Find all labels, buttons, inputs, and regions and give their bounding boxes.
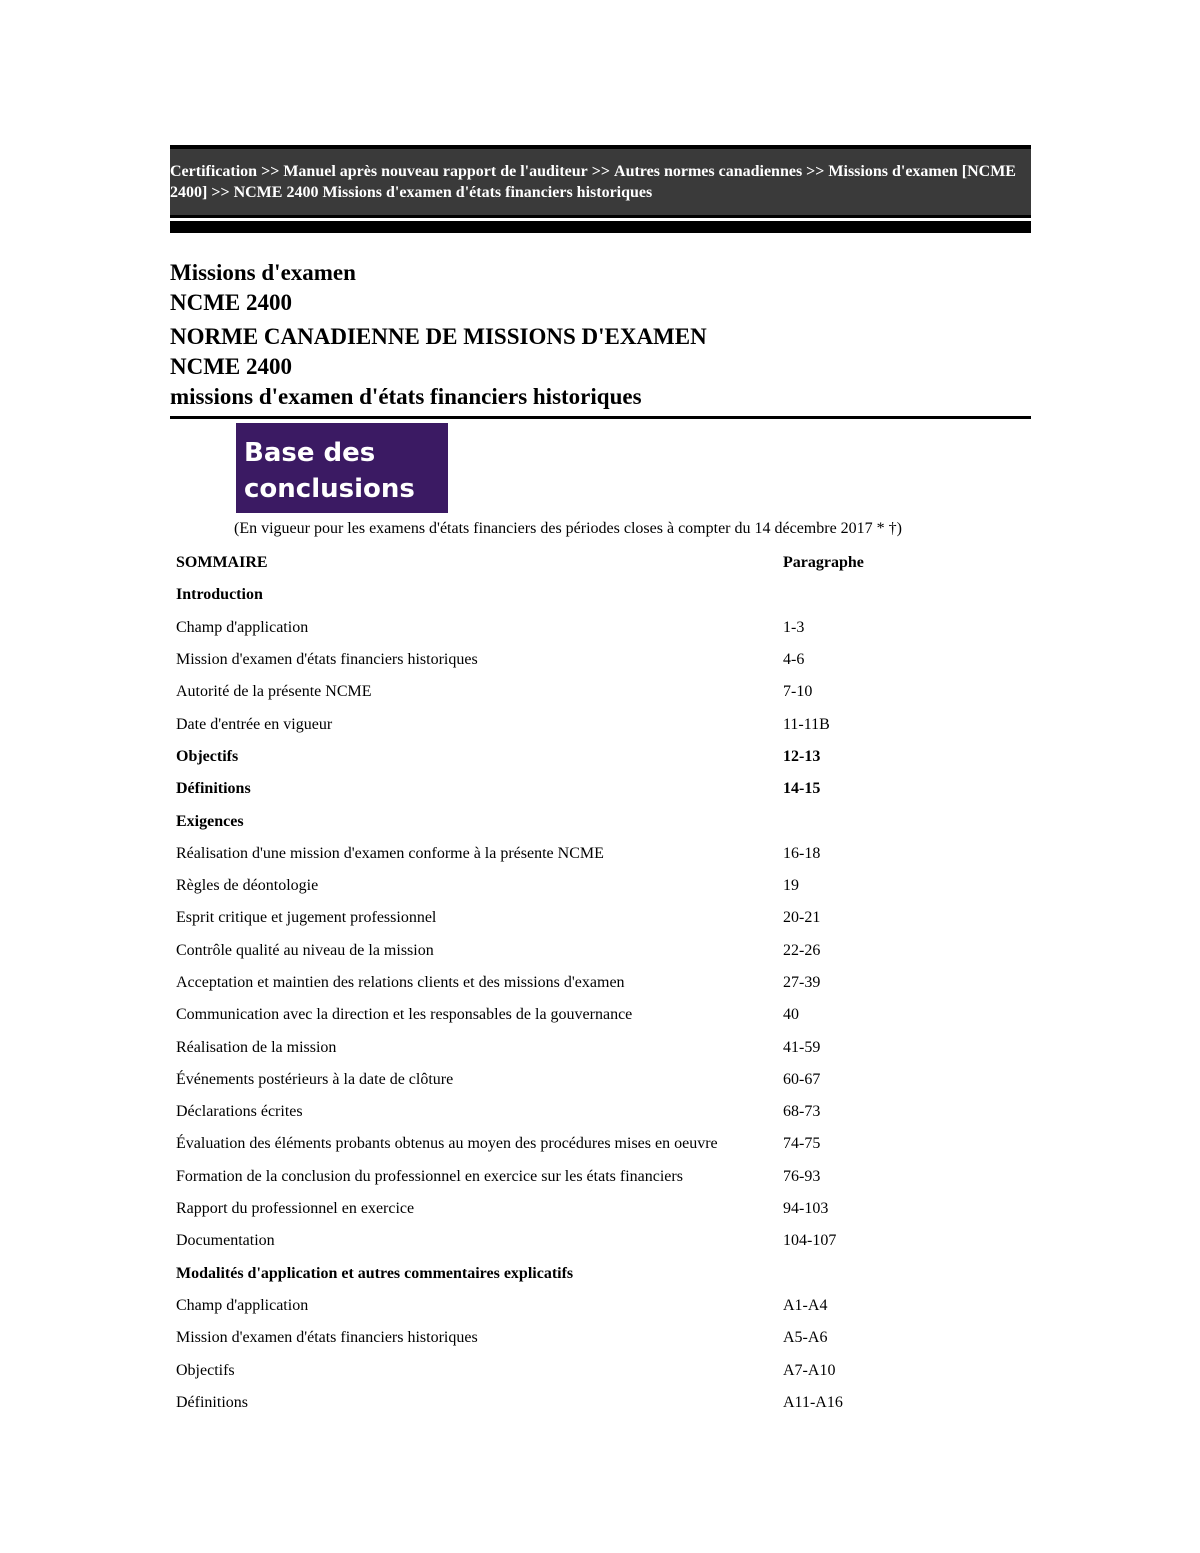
title-divider xyxy=(170,416,1031,419)
table-row xyxy=(173,1064,967,1096)
toc-entry-paragraph: 1-3 xyxy=(783,618,805,636)
toc-entry-paragraph: A1-A4 xyxy=(783,1296,828,1314)
toc-entry-label[interactable]: Champ d'application xyxy=(176,618,309,636)
toc-entry-label[interactable]: Mission d'examen d'états financiers historiques xyxy=(176,1329,478,1347)
breadcrumb-item-manuel[interactable]: Manuel après nouveau rapport de l'auditeur xyxy=(283,163,588,180)
toc-entry-label[interactable]: Date d'entrée en vigueur xyxy=(176,715,333,733)
toc-entry-paragraph: 60-67 xyxy=(783,1070,821,1088)
title-line-3: NORME CANADIENNE DE MISSIONS D'EXAMEN xyxy=(170,324,707,349)
table-row xyxy=(173,1193,967,1225)
table-row xyxy=(173,1290,967,1322)
page-title xyxy=(170,258,1031,412)
toc-entry-label[interactable]: Champ d'application xyxy=(176,1296,309,1314)
toc-entry-paragraph xyxy=(780,1258,967,1290)
table-header-row xyxy=(173,547,967,579)
toc-entry-label[interactable]: Événements postérieurs à la date de clôture xyxy=(176,1070,454,1088)
table-row xyxy=(173,999,967,1031)
breadcrumb-separator: >> xyxy=(261,163,280,180)
toc-entry-paragraph: 12-13 xyxy=(783,747,821,765)
header-divider xyxy=(170,221,1031,233)
breadcrumb-item-ncme-2400[interactable]: NCME 2400 Missions d'examen d'états financiers historiques xyxy=(233,184,653,201)
toc-entry-paragraph: 94-103 xyxy=(783,1200,829,1218)
breadcrumb-separator: >> xyxy=(211,184,230,201)
toc-entry-label[interactable]: Objectifs xyxy=(176,747,239,765)
toc-entry-label[interactable]: Acceptation et maintien des relations clients et des missions d'examen xyxy=(176,974,625,991)
toc-entry-label[interactable]: Rapport du professionnel en exercice xyxy=(176,1200,415,1218)
breadcrumb-item-missions-examen[interactable]: Missions d'examen [NCME 2400] xyxy=(170,163,1016,201)
title-line-4: NCME 2400 xyxy=(170,354,293,379)
toc-entry-paragraph: A11-A16 xyxy=(783,1393,843,1411)
table-row xyxy=(173,1322,967,1354)
toc-entry-label[interactable]: Réalisation de la mission xyxy=(176,1038,337,1056)
table-row xyxy=(173,902,967,934)
table-row xyxy=(173,1096,967,1128)
breadcrumb-separator: >> xyxy=(806,163,825,180)
toc-entry-paragraph xyxy=(780,805,967,837)
summary-header: SOMMAIRE xyxy=(176,554,268,572)
toc-entry-label[interactable]: Définitions xyxy=(176,780,251,798)
toc-entry-label[interactable]: Communication avec la direction et les responsables de la gouvernance xyxy=(176,1006,633,1024)
table-row xyxy=(173,935,967,967)
table-row xyxy=(173,1354,967,1386)
title-line-5: missions d'examen d'états financiers historiques xyxy=(170,384,642,409)
toc-entry-paragraph: 22-26 xyxy=(783,941,821,959)
toc-entry-paragraph: 68-73 xyxy=(783,1103,821,1121)
toc-entry-label[interactable]: Réalisation d'une mission d'examen conforme à la présente NCME xyxy=(176,844,604,862)
toc-entry-label[interactable]: Exigences xyxy=(176,812,244,830)
toc-entry-label[interactable]: Définitions xyxy=(176,1393,248,1411)
breadcrumb-item-autres-normes[interactable]: Autres normes canadiennes xyxy=(614,163,803,180)
toc-entry-label[interactable]: Objectifs xyxy=(176,1361,235,1379)
toc-entry-label[interactable]: Déclarations écrites xyxy=(176,1103,303,1121)
section-heading-row xyxy=(173,579,967,611)
toc-entry-paragraph: 19 xyxy=(783,877,799,895)
toc-entry-label[interactable]: Esprit critique et jugement professionnel xyxy=(176,909,437,927)
title-line-1: Missions d'examen xyxy=(170,260,356,285)
toc-entry-paragraph: 76-93 xyxy=(783,1167,821,1185)
toc-entry-paragraph: 27-39 xyxy=(783,974,821,991)
paragraph-header: Paragraphe xyxy=(783,554,864,572)
table-row xyxy=(173,1161,967,1193)
toc-entry-paragraph: 40 xyxy=(783,1006,799,1024)
toc-entry-paragraph: A7-A10 xyxy=(783,1361,836,1379)
toc-entry-label[interactable]: Contrôle qualité au niveau de la mission xyxy=(176,941,434,959)
table-row xyxy=(173,1225,967,1257)
toc-entry-label[interactable]: Introduction xyxy=(176,586,263,604)
table-row xyxy=(173,612,967,644)
toc-entry-paragraph: 20-21 xyxy=(783,909,821,927)
toc-entry-paragraph: 7-10 xyxy=(783,683,813,701)
toc-entry-label[interactable]: Documentation xyxy=(176,1232,275,1250)
table-row xyxy=(173,967,967,999)
toc-entry-paragraph: 4-6 xyxy=(783,651,805,669)
toc-entry-label[interactable]: Évaluation des éléments probants obtenus au moyen des procédures mises en oeuvre xyxy=(176,1135,718,1153)
table-row xyxy=(173,1128,967,1160)
section-heading-row xyxy=(173,773,967,805)
toc-entry-paragraph: 11-11B xyxy=(783,715,830,733)
table-row xyxy=(173,676,967,708)
breadcrumb-item-certification[interactable]: Certification xyxy=(170,163,258,180)
toc-entry-paragraph xyxy=(780,579,967,611)
toc-entry-paragraph: 74-75 xyxy=(783,1135,821,1153)
section-heading-row xyxy=(173,1258,967,1290)
table-row xyxy=(173,1031,967,1063)
toc-entry-label[interactable]: Formation de la conclusion du professionnel en exercice sur les états financiers xyxy=(176,1167,683,1185)
breadcrumb-separator: >> xyxy=(591,163,611,180)
table-row xyxy=(173,838,967,870)
toc-entry-paragraph: 14-15 xyxy=(783,780,821,798)
toc-entry-label[interactable]: Règles de déontologie xyxy=(176,877,319,895)
toc-entry-label[interactable]: Mission d'examen d'états financiers historiques xyxy=(176,651,478,669)
title-line-2: NCME 2400 xyxy=(170,290,293,315)
toc-entry-paragraph: A5-A6 xyxy=(783,1329,828,1347)
table-row xyxy=(173,870,967,902)
section-heading-row xyxy=(173,805,967,837)
table-row xyxy=(173,644,967,676)
section-heading-row xyxy=(173,741,967,773)
toc-entry-paragraph: 104-107 xyxy=(783,1232,837,1250)
toc-entry-label[interactable]: Modalités d'application et autres commentaires explicatifs xyxy=(176,1264,574,1282)
document-page xyxy=(170,145,1031,1419)
toc-entry-paragraph: 41-59 xyxy=(783,1038,821,1056)
effective-date-note: (En vigueur pour les examens d'états financiers des périodes closes à compter du 14 décembre 2017 * †) xyxy=(234,520,902,537)
table-row xyxy=(173,1387,967,1419)
toc-entry-label[interactable]: Autorité de la présente NCME xyxy=(176,683,372,701)
summary-table xyxy=(173,547,967,1419)
toc-entry-paragraph: 16-18 xyxy=(783,844,821,862)
logo-line-2: conclusions xyxy=(244,474,415,504)
logo-line-1: Base des xyxy=(244,438,376,468)
breadcrumb xyxy=(170,145,1031,218)
table-row xyxy=(173,708,967,740)
base-des-conclusions-logo xyxy=(236,423,448,513)
